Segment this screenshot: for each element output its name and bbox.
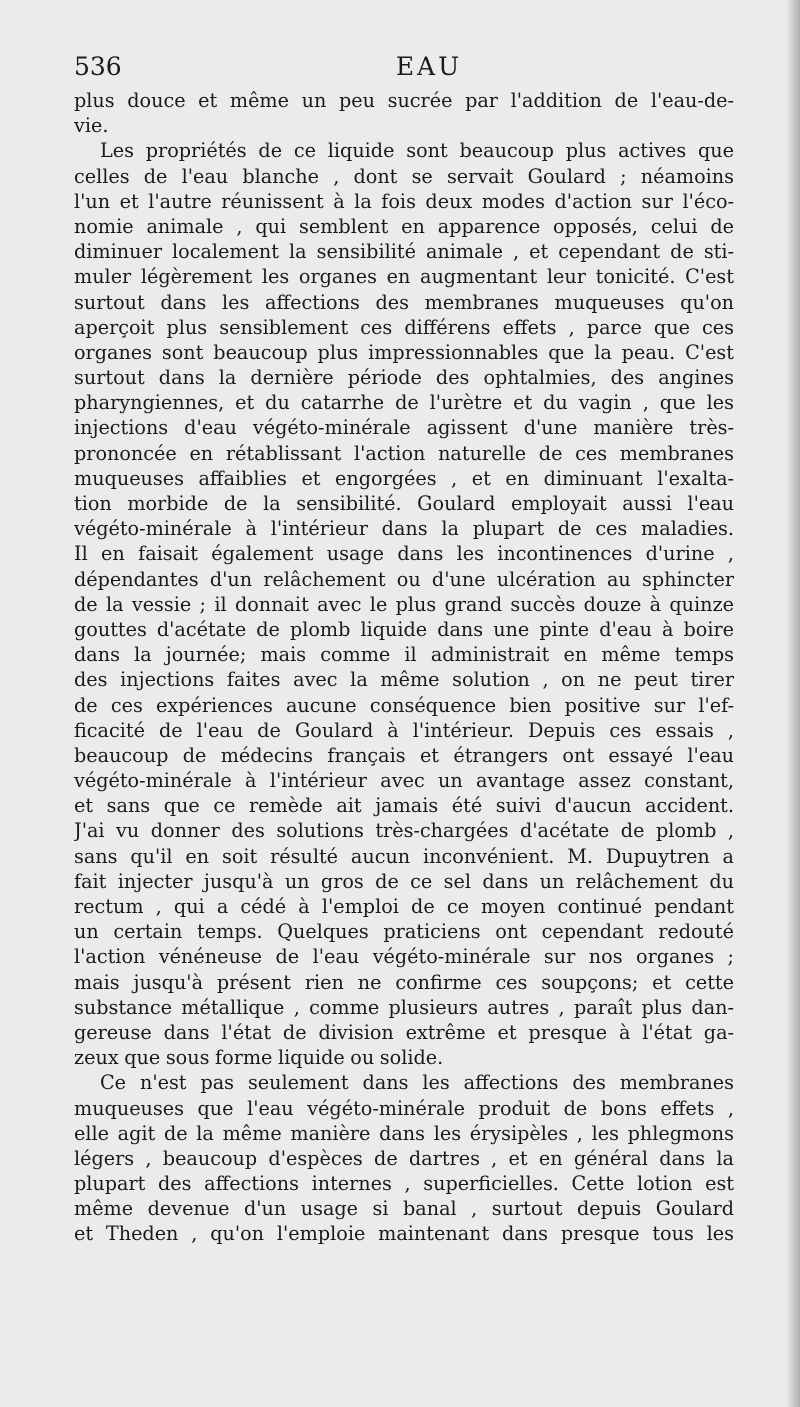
text-line: plus douce et même un peu sucrée par l'addition de l'eau-de-	[74, 89, 734, 112]
text-line: zeux que sous forme liquide ou solide.	[74, 1046, 444, 1070]
text-line: beaucoup de médecins français et étrangers ont essayé l'eau	[74, 743, 734, 767]
text-line: celles de l'eau blanche , dont se servait Goulard ; néamoins	[74, 164, 734, 188]
text-line: végéto-minérale à l'intérieur dans la plupart de ces maladies.	[74, 517, 734, 541]
page-header	[74, 52, 734, 86]
text-line: l'un et l'autre réunissent à la fois deux modes d'action sur l'éco-	[74, 189, 734, 213]
text-line: surtout dans les affections des membranes muqueuses qu'on	[74, 290, 734, 314]
body-text	[74, 88, 734, 1247]
text-line: fait injecter jusqu'à un gros de ce sel dans un relâchement du	[74, 869, 734, 893]
text-line: muqueuses que l'eau végéto-minérale produit de bons effets ,	[74, 1096, 734, 1120]
text-line: surtout dans la dernière période des ophtalmies, des angines	[74, 366, 734, 390]
text-line: et sans que ce remède ait jamais été suivi d'aucun accident.	[74, 794, 734, 818]
text-line: dépendantes d'un relâchement ou d'une ulcération au sphincter	[74, 567, 734, 591]
text-line: organes sont beaucoup plus impressionnables que la peau. C'est	[74, 340, 734, 364]
text-line: rectum , qui a cédé à l'emploi de ce moyen continué pendant	[74, 895, 734, 918]
text-line: gereuse dans l'état de division extrême et presque à l'état ga-	[74, 1020, 734, 1044]
text-line: diminuer localement la sensibilité animale , et cependant de sti-	[74, 240, 734, 264]
text-line: végéto-minérale à l'intérieur avec un avantage assez constant,	[74, 769, 734, 793]
text-line: des injections faites avec la même solution , on ne peut tirer	[74, 668, 734, 692]
text-line: dans la journée; mais comme il administrait en même temps	[74, 643, 734, 667]
text-line: tion morbide de la sensibilité. Goulard employait aussi l'eau	[74, 492, 734, 515]
text-line: nomie animale , qui semblent en apparence opposés, celui de	[74, 214, 734, 238]
text-line: muler légèrement les organes en augmentant leur tonicité. C'est	[74, 265, 734, 289]
text-line: de ces expériences aucune conséquence bien positive sur l'ef-	[74, 693, 734, 717]
page-number: 536	[74, 52, 122, 81]
text-line: pharyngiennes, et du catarrhe de l'urètre et du vagin , que les	[74, 391, 734, 415]
text-line: légers , beaucoup d'espèces de dartres , et en général dans la	[74, 1146, 734, 1170]
text-line: prononcée en rétablissant l'action naturelle de ces membranes	[74, 441, 734, 465]
text-line: de la vessie ; il donnait avec le plus grand succès douze à quinze	[74, 592, 734, 616]
text-line: J'ai vu donner des solutions très-chargées d'acétate de plomb ,	[74, 819, 734, 843]
text-line: aperçoit plus sensiblement ces différens effets , parce que ces	[74, 315, 734, 339]
text-line: vie.	[74, 114, 109, 138]
running-head: EAU	[395, 52, 463, 81]
text-line: ficacité de l'eau de Goulard à l'intérieur. Depuis ces essais ,	[74, 718, 734, 742]
text-line: un certain temps. Quelques praticiens ont cependant redouté	[74, 920, 734, 944]
text-line: et Theden , qu'on l'emploie maintenant dans presque tous les	[74, 1222, 734, 1246]
text-line: l'action vénéneuse de l'eau végéto-minérale sur nos organes ;	[74, 945, 734, 969]
text-line: mais jusqu'à présent rien ne confirme ces soupçons; et cette	[74, 970, 734, 994]
text-line: Les propriétés de ce liquide sont beaucoup plus actives que	[100, 139, 734, 163]
text-line: elle agit de la même manière dans les érysipèles , les phlegmons	[74, 1121, 734, 1145]
text-line: gouttes d'acétate de plomb liquide dans une pinte d'eau à boire	[74, 617, 734, 641]
text-line: Il en faisait également usage dans les incontinences d'urine ,	[74, 542, 734, 566]
text-line: muqueuses affaiblies et engorgées , et en diminuant l'exalta-	[74, 466, 734, 490]
page-edge-shadow	[786, 0, 800, 1407]
text-line: sans qu'il en soit résulté aucun inconvénient. M. Dupuytren a	[74, 844, 734, 868]
text-line: plupart des affections internes , superficielles. Cette lotion est	[74, 1172, 734, 1196]
text-line: Ce n'est pas seulement dans les affections des membranes	[100, 1071, 734, 1095]
text-line: même devenue d'un usage si banal , surtout depuis Goulard	[74, 1197, 734, 1221]
text-line: substance métallique , comme plusieurs autres , paraît plus dan-	[74, 995, 734, 1019]
text-line: injections d'eau végéto-minérale agissent d'une manière très-	[74, 416, 734, 440]
